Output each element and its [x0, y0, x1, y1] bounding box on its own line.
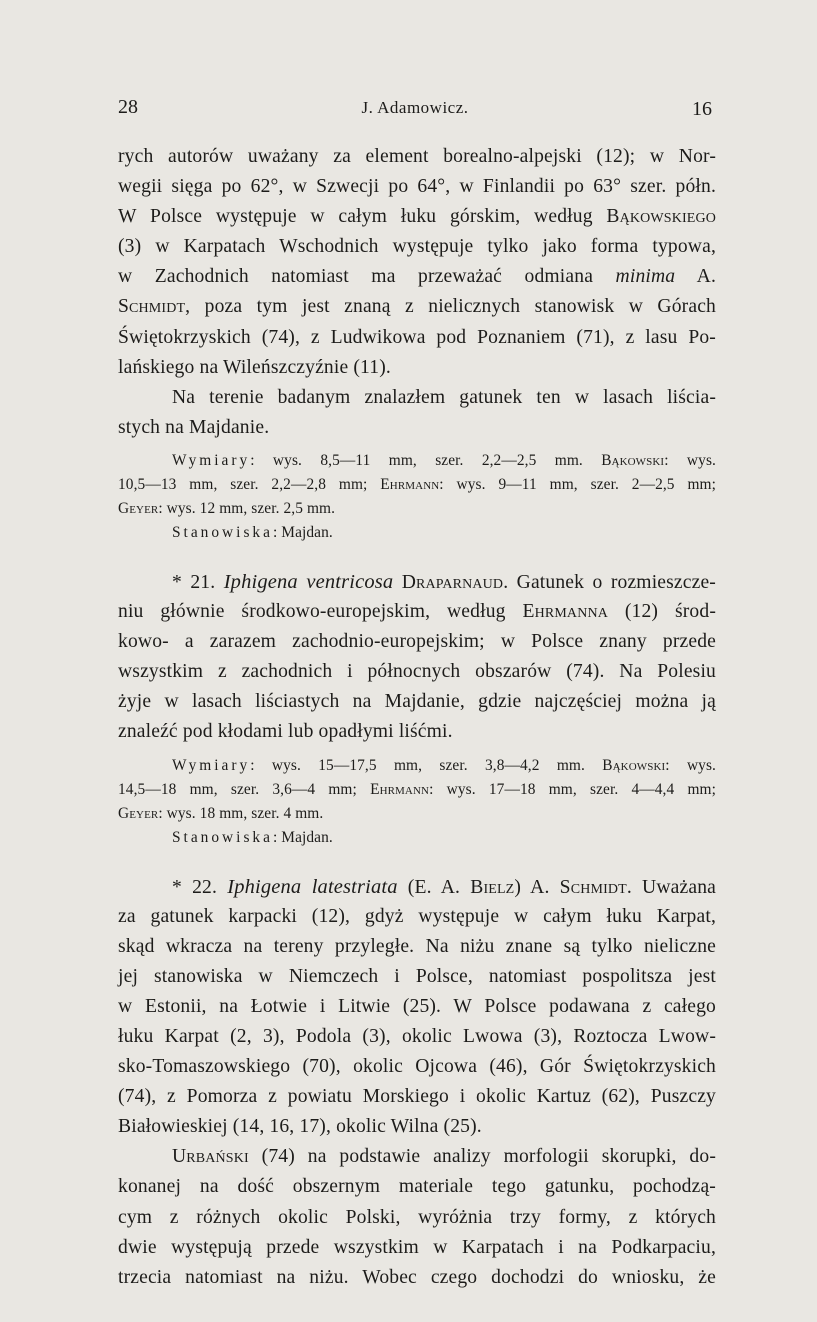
text-run — [393, 572, 401, 593]
text-line — [118, 872, 716, 902]
text-line — [118, 754, 716, 778]
text-line — [118, 262, 716, 292]
text-run: Draparnaud — [401, 571, 504, 593]
text-line — [118, 1233, 716, 1263]
page-header — [118, 96, 712, 126]
text-line — [118, 1142, 716, 1172]
text-run: , poza tym jest znaną z nielicznych stanowisk w Górach — [185, 296, 716, 318]
text-run: : wys. 9—11 mm, szer. 2—2,5 mm; — [439, 475, 717, 493]
text-line — [118, 778, 716, 802]
text-run: cym z różnych okolic Polski, wyróżnia trzy formy, z których — [118, 1206, 716, 1228]
text-run: skąd wkracza na tereny przyległe. Na niżu znane są tylko nieliczne — [118, 935, 716, 957]
text-line — [118, 627, 716, 657]
text-run: wegii sięga po 62°, w Szwecji po 64°, w Finlandii po 63° szer. półn. — [118, 176, 716, 198]
text-run: (74) na podstawie analizy morfologii skorupki, do- — [248, 1146, 716, 1168]
text-run: : wys. — [664, 451, 716, 469]
text-run: A. — [675, 266, 716, 288]
text-run: lańskiego na Wileńszczyźnie (11). — [118, 356, 391, 378]
text-run: : Majdan. — [272, 828, 333, 846]
text-run: Ehrmann — [370, 780, 430, 798]
text-line — [118, 567, 716, 597]
text-line — [118, 657, 716, 687]
text-line — [118, 323, 716, 353]
text-line — [118, 932, 716, 962]
text-run: Bąkowskiego — [606, 206, 716, 228]
text-run: : wys. 12 mm, szer. 2,5 mm. — [158, 499, 336, 517]
paragraph-gap — [118, 850, 716, 872]
text-run: jej stanowiska w Niemczech i Polsce, natomiast pospolitsza jest — [118, 965, 716, 987]
signature-mark: 16 — [692, 98, 712, 120]
text-run: Wymiary — [172, 451, 251, 469]
page-number: 28 — [118, 96, 138, 118]
text-run: Schmidt — [559, 876, 627, 898]
text-line — [118, 473, 716, 497]
text-run: Schmidt — [118, 296, 186, 318]
text-run: dwie występują przede wszystkim w Karpatach i na Podkarpaciu, — [118, 1236, 716, 1258]
text-run: Bąkowski — [602, 756, 666, 774]
text-run: Bąkowski — [601, 451, 665, 469]
text-run: 14,5—18 mm, szer. 3,6—4 mm; — [118, 780, 371, 798]
text-run: Wymiary — [172, 756, 251, 774]
text-line — [118, 232, 716, 262]
text-line — [118, 1203, 716, 1233]
text-run: w Zachodnich natomiast ma przeważać odmiana — [118, 266, 616, 288]
text-run: . Gatunek o rozmieszcze- — [503, 571, 716, 593]
text-line — [118, 1112, 716, 1142]
text-run: ) A. — [514, 876, 560, 898]
text-line — [118, 802, 716, 826]
text-line — [118, 902, 716, 932]
text-run: Świętokrzyskich (74), z Ludwikowa pod Poznaniem (71), z lasu Po- — [118, 326, 716, 348]
text-line — [118, 497, 716, 521]
text-run: minima — [615, 266, 676, 288]
text-line — [118, 202, 716, 232]
text-line — [118, 826, 716, 850]
text-run: (74), z Pomorza z powiatu Morskiego i okolic Kartuz (62), Puszczy — [118, 1086, 716, 1108]
text-run: trzecia natomiast na niżu. Wobec czego dochodzi do wniosku, że — [118, 1266, 716, 1288]
text-line — [118, 1082, 716, 1112]
text-run: : wys. 17—18 mm, szer. 4—4,4 mm; — [429, 780, 716, 798]
text-line — [118, 292, 716, 322]
text-line — [118, 597, 716, 627]
text-line — [118, 413, 716, 443]
text-run: wszystkim z zachodnich i północnych obszarów (74). Na Polesiu — [118, 661, 716, 683]
text-run: Iphigena latestriata — [227, 875, 398, 898]
text-run: : wys. 18 mm, szer. 4 mm. — [158, 804, 324, 822]
text-run: Białowieskiej (14, 16, 17), okolic Wilna (25). — [118, 1116, 482, 1138]
text-run: Geyer — [118, 499, 159, 517]
running-head: J. Adamowicz. — [361, 98, 469, 117]
text-run: Ehrmann — [380, 475, 440, 493]
text-run: Ehrmanna — [522, 601, 608, 623]
text-line — [118, 353, 716, 383]
text-run: * 22. — [172, 876, 228, 898]
text-line — [118, 1022, 716, 1052]
text-run: : Majdan. — [272, 523, 333, 541]
text-run: Geyer — [118, 804, 159, 822]
text-run: : wys. 15—17,5 mm, szer. 3,8—4,2 mm. — [250, 756, 603, 774]
text-run: stych na Majdanie. — [118, 416, 270, 438]
text-run: kowo- a zarazem zachodnio-europejskim; w Polsce znany przede — [118, 631, 716, 653]
text-line — [118, 717, 716, 747]
text-run: : wys. — [665, 756, 716, 774]
text-run: żyje w lasach liściastych na Majdanie, gdzie najczęściej można ją — [118, 691, 716, 713]
text-run: (3) w Karpatach Wschodnich występuje tylko jako forma typowa, — [118, 236, 716, 258]
text-line — [118, 521, 716, 545]
text-line — [118, 962, 716, 992]
text-line — [118, 992, 716, 1022]
text-run: Iphigena ventricosa — [223, 570, 394, 593]
text-run: znaleźć pod kłodami lub opadłymi liśćmi. — [118, 721, 453, 743]
text-line — [118, 1172, 716, 1202]
text-run: . Uważana — [626, 876, 716, 898]
text-run: : wys. 8,5—11 mm, szer. 2,2—2,5 mm. — [250, 451, 602, 469]
text-run: rych autorów uważany za element borealno-alpejski (12); w Nor- — [118, 146, 716, 167]
text-run: konanej na dość obszernym materiale tego gatunku, pochodzą- — [118, 1176, 716, 1198]
text-run: W Polsce występuje w całym łuku górskim, według — [118, 206, 607, 228]
text-line — [118, 1263, 716, 1293]
text-run: łuku Karpat (2, 3), Podola (3), okolic Lwowa (3), Roztocza Lwow- — [118, 1025, 716, 1047]
text-run: Bielz — [470, 876, 515, 898]
text-run: w Estonii, na Łotwie i Litwie (25). W Polsce podawana z całego — [118, 995, 716, 1017]
text-run: 10,5—13 mm, szer. 2,2—2,8 mm; — [118, 475, 381, 493]
text-line — [118, 1052, 716, 1082]
text-run: Urbański — [172, 1146, 249, 1168]
text-run: niu głównie środkowo-europejskim, według — [118, 601, 523, 623]
text-run: Stanowiska — [172, 828, 273, 846]
body-text — [118, 142, 716, 1293]
text-run: Na terenie badanym znalazłem gatunek ten w lasach liścia- — [172, 386, 716, 408]
text-line — [118, 172, 716, 202]
text-run: za gatunek karpacki (12), gdyż występuje w całym łuku Karpat, — [118, 905, 716, 927]
text-run: * 21. — [172, 571, 224, 593]
text-run: sko-Tomaszowskiego (70), okolic Ojcowa (46), Gór Świętokrzyskich — [118, 1056, 716, 1078]
text-run: (E. A. — [397, 876, 471, 898]
text-run: (12) środ- — [607, 601, 716, 623]
text-line — [118, 142, 716, 172]
text-run: Stanowiska — [172, 523, 273, 541]
paragraph-gap — [118, 545, 716, 567]
text-line — [118, 687, 716, 717]
text-line — [118, 449, 716, 473]
text-line — [118, 383, 716, 413]
